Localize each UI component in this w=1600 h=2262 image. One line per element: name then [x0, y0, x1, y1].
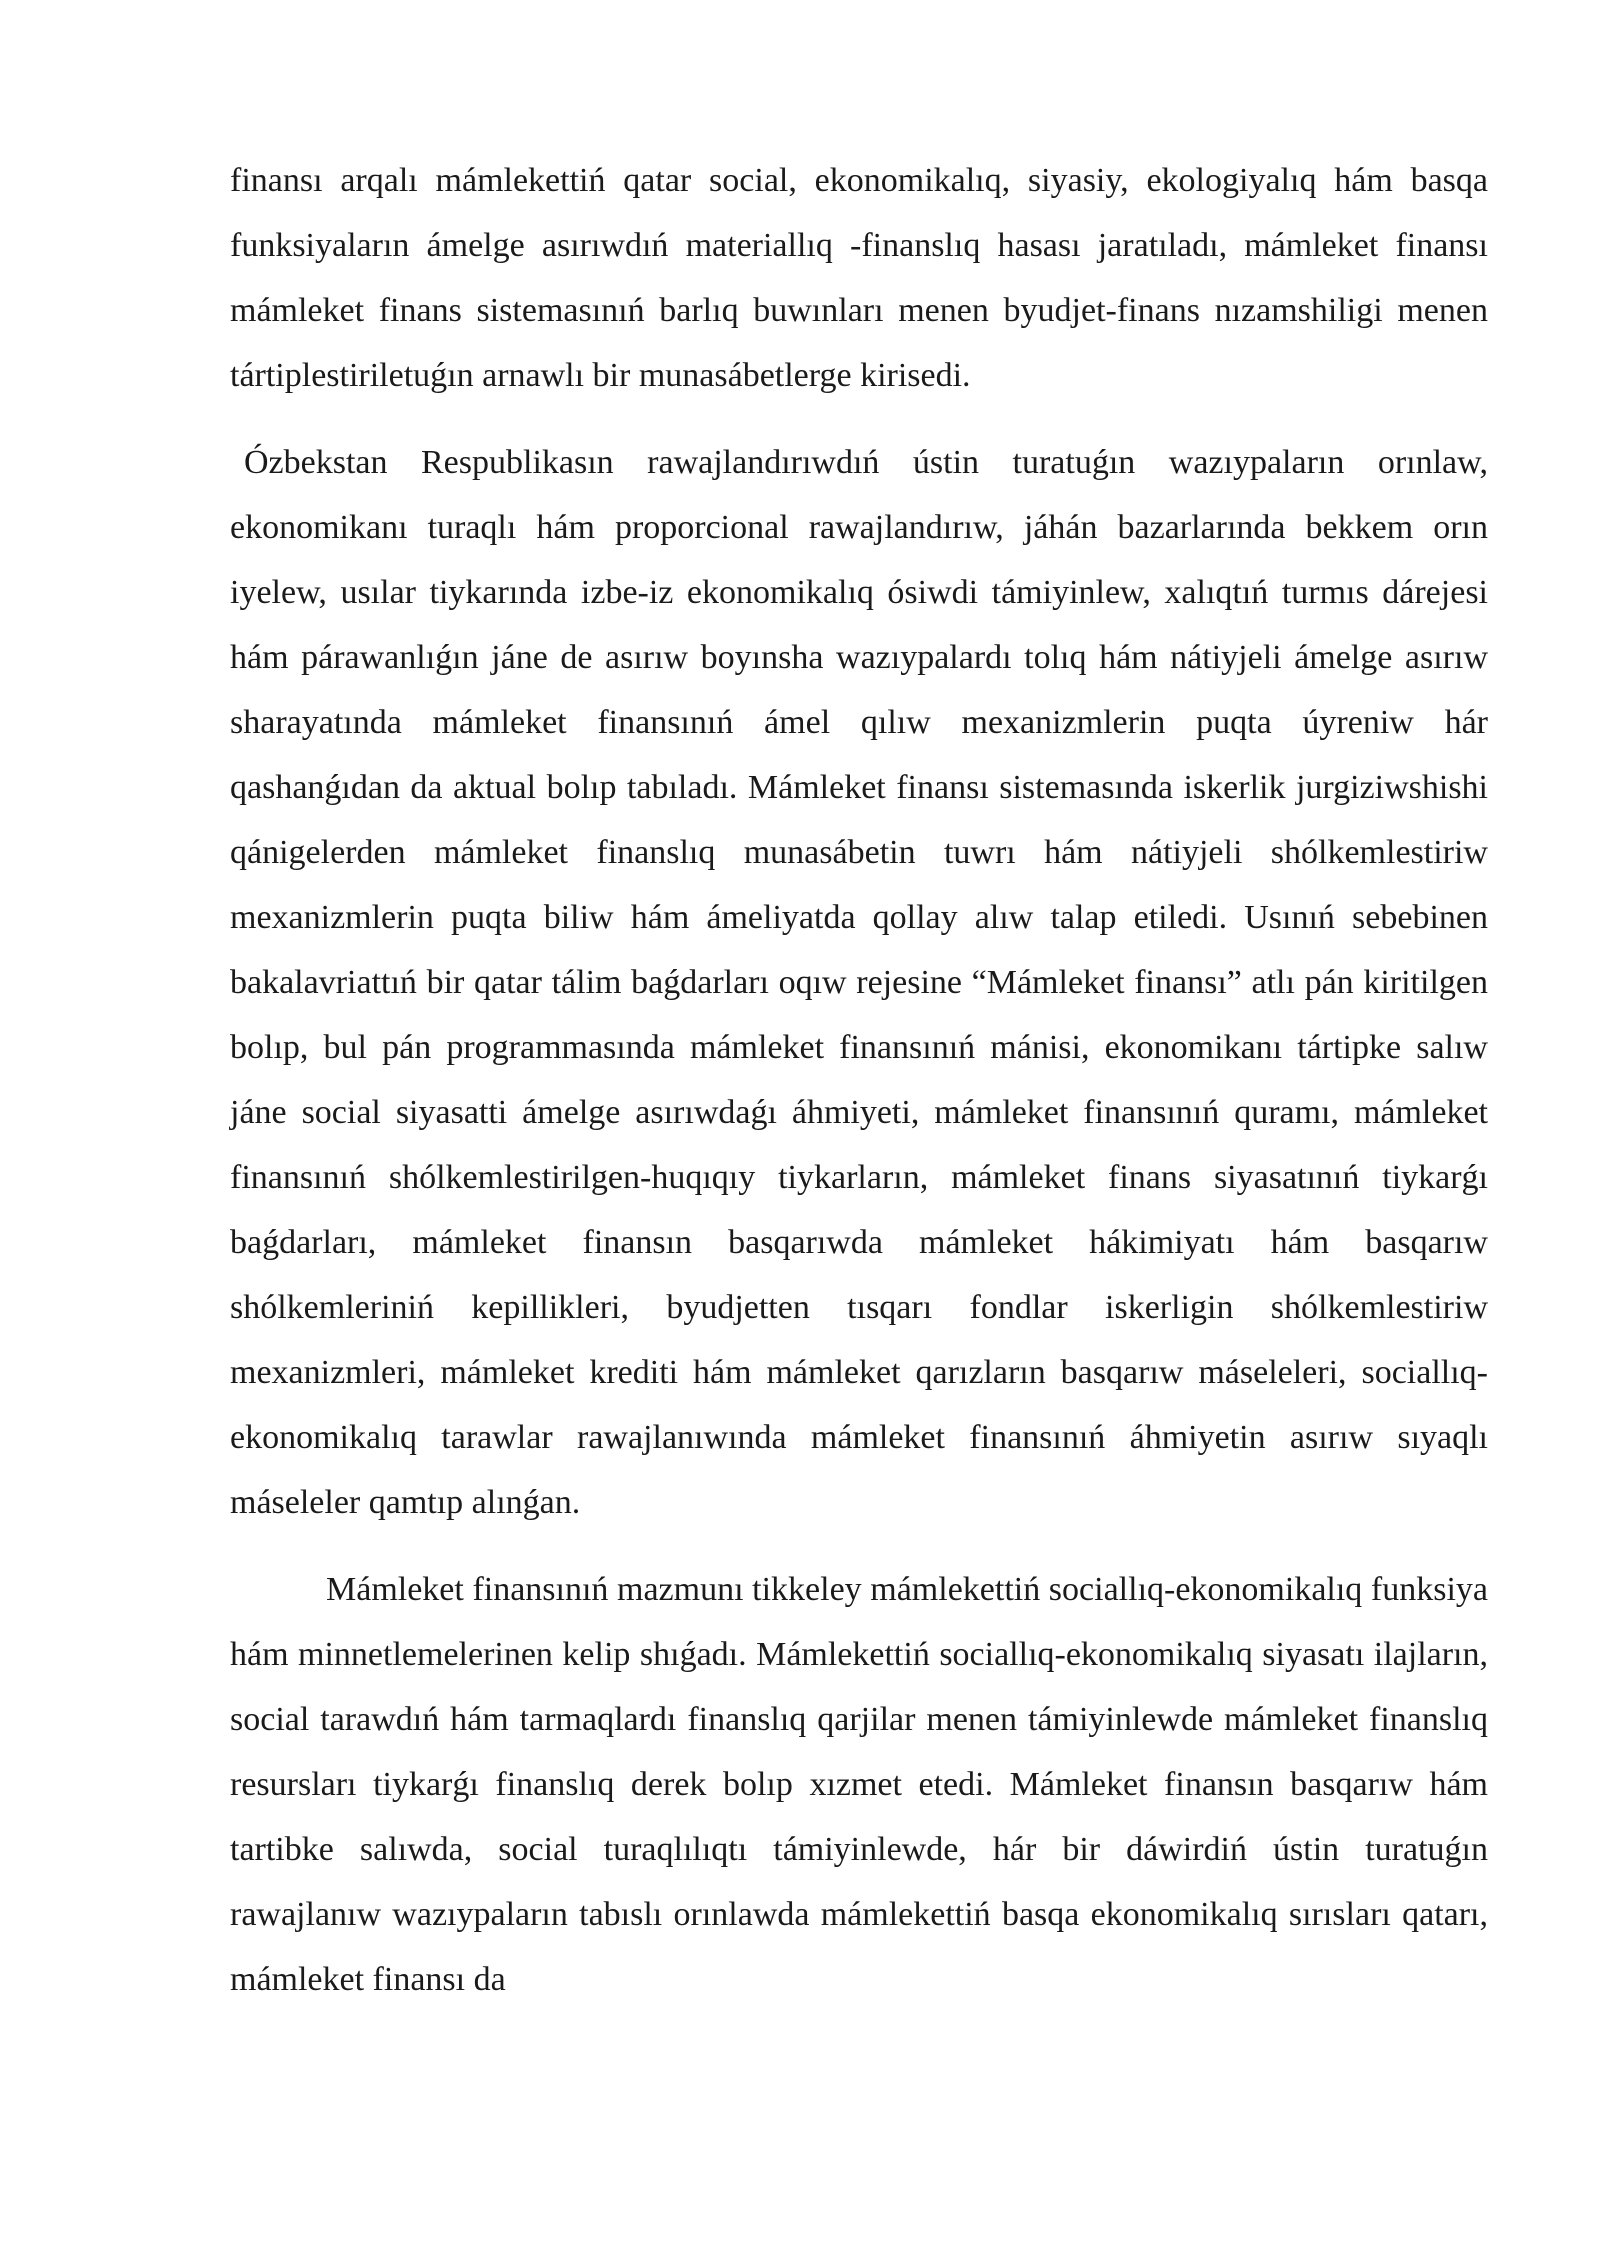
document-body	[230, 148, 1488, 2012]
paragraph-2: Ózbekstan Respublikasın rawajlandırıwdıń ústin turatuǵın wazıypaların orınlaw, ekonomikanı turaqlı hám proporcional rawajlandırıw, jáhán bazarlarında bekkem orın iyelew, usılar tiykarında izbe-iz ekonomikalıq ósiwdi támiyinlew, xalıqtıń turmıs dárejesi hám párawanlıǵın jáne de asırıw boyınsha wazıypalardı tolıq hám nátiyjeli ámelge asırıw sharayatında mámleket finansınıń ámel qılıw mexanizmlerin puqta úyreniw hár qashanǵıdan da aktual bolıp tabıladı. Mámleket finansı sistemasında iskerlik jurgiziwshishi qánigelerden mámleket finanslıq munasábetin tuwrı hám nátiyjeli shólkemlestiriw mexanizmlerin puqta biliw hám ámeliyatda qollay alıw talap etiledi. Usınıń sebebinen bakalavriattıń bir qatar tálim baǵdarları oqıw rejesine “Mámleket finansı” atlı pán kiritilgen bolıp, bul pán programmasında mámleket finansınıń mánisi, ekonomikanı tártipke salıw jáne social siyasatti ámelge asırıwdaǵı áhmiyeti, mámleket finansınıń quramı, mámleket finansınıń shólkemlestirilgen-huqıqıy tiykarların, mámleket finans siyasatınıń tiykarǵı baǵdarları, mámleket finansın basqarıwda mámleket hákimiyatı hám basqarıw shólkemleriniń kepillikleri, byudjetten tısqarı fondlar iskerligin shólkemlestiriw mexanizmleri, mámleket krediti hám mámleket qarızların basqarıw máseleleri, sociallıq-ekonomikalıq tarawlar rawajlanıwında mámleket finansınıń áhmiyetin asırıw sıyaqlı máseleler qamtıp alınǵan.	[230, 444, 1488, 1521]
paragraph-3: Mámleket finansınıń mazmunı tikkeley mámlekettiń sociallıq-ekonomikalıq funksiya hám minnetlemelerinen kelip shıǵadı. Mámlekettiń sociallıq-ekonomikalıq siyasatı ilajların, social tarawdıń hám tarmaqlardı finanslıq qarjilar menen támiyinlewde mámleket finanslıq resursları tiykarǵı finanslıq derek bolıp xızmet etedi. Mámleket finansın basqarıw hám tartibke salıwda, social turaqlılıqtı támiyinlewde, hár bir dáwirdiń ústin turatuǵın rawajlanıw wazıypaların tabıslı orınlawda mámlekettiń basqa ekonomikalıq sırısları qatarı, mámleket finansı da	[230, 1571, 1488, 1998]
paragraph-1: finansı arqalı mámlekettiń qatar social, ekonomikalıq, siyasiy, ekologiyalıq hám basqa funksiyaların ámelge asırıwdıń materiallıq -finanslıq hasası jaratıladı, mámleket finansı mámleket finans sistemasınıń barlıq buwınları menen byudjet-finans nızamshiligi menen tártiplestiriletuǵın arnawlı bir munasábetlerge kirisedi.	[230, 162, 1488, 394]
